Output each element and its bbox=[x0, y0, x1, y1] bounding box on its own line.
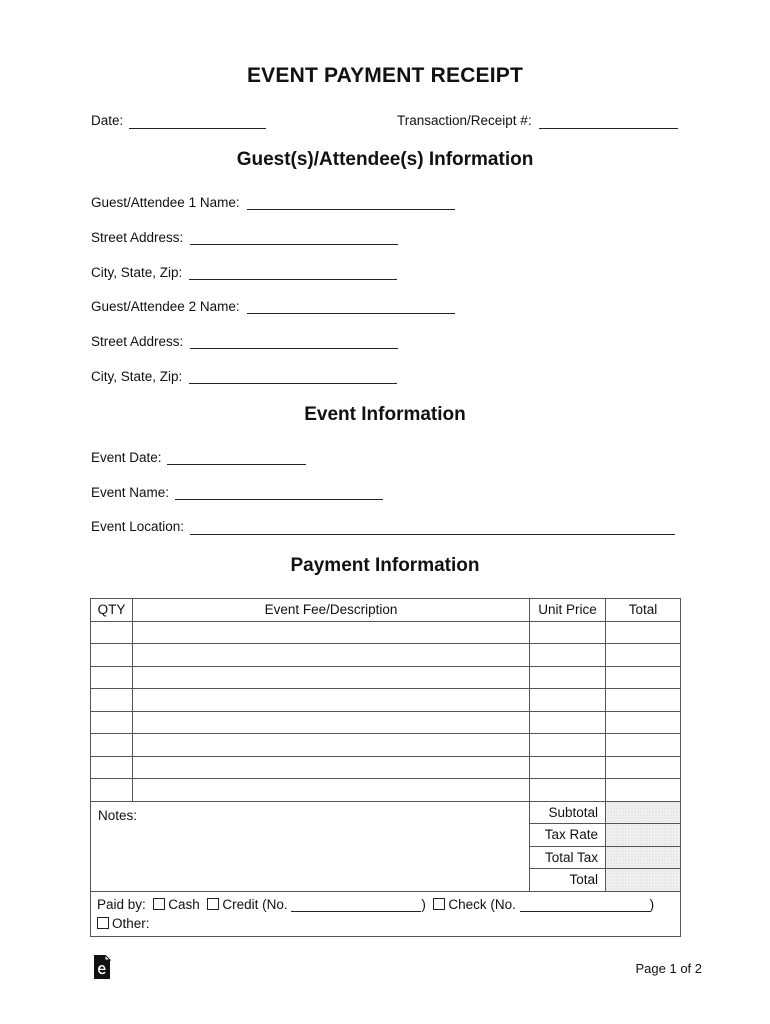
total-cell[interactable] bbox=[606, 689, 681, 712]
cash-label: Cash bbox=[168, 896, 200, 912]
event-date-field[interactable] bbox=[167, 463, 306, 465]
page-title: EVENT PAYMENT RECEIPT bbox=[246, 64, 524, 87]
total-tax-label: Total Tax bbox=[530, 846, 606, 869]
grand-total-value[interactable] bbox=[606, 869, 681, 892]
other-label: Other: bbox=[112, 915, 150, 931]
paid-by-label: Paid by: bbox=[97, 896, 146, 912]
qty-cell[interactable] bbox=[91, 644, 133, 667]
credit-number-field[interactable] bbox=[291, 898, 421, 912]
qty-cell[interactable] bbox=[91, 666, 133, 689]
check-label: Check (No. bbox=[448, 896, 516, 912]
description-cell[interactable] bbox=[133, 779, 530, 802]
qty-cell[interactable] bbox=[91, 621, 133, 644]
guest1-city-field[interactable] bbox=[189, 278, 397, 280]
description-cell[interactable] bbox=[133, 666, 530, 689]
page-number: Page 1 of 2 bbox=[635, 961, 702, 976]
paid-by-cell bbox=[91, 891, 681, 936]
guest1-city-label: City, State, Zip: bbox=[91, 265, 183, 280]
table-row bbox=[91, 621, 681, 644]
total-cell[interactable] bbox=[606, 644, 681, 667]
unit-price-cell[interactable] bbox=[530, 756, 606, 779]
tax-rate-value[interactable] bbox=[606, 824, 681, 847]
credit-close-paren: ) bbox=[421, 896, 426, 912]
qty-header: QTY bbox=[91, 599, 133, 622]
subtotal-value[interactable] bbox=[606, 801, 681, 824]
unit-price-cell[interactable] bbox=[530, 711, 606, 734]
table-row bbox=[91, 711, 681, 734]
description-header: Event Fee/Description bbox=[133, 599, 530, 622]
check-checkbox[interactable] bbox=[433, 898, 445, 910]
total-cell[interactable] bbox=[606, 711, 681, 734]
date-field[interactable] bbox=[129, 127, 266, 129]
guest1-name-field[interactable] bbox=[247, 208, 455, 210]
description-cell[interactable] bbox=[133, 621, 530, 644]
qty-cell[interactable] bbox=[91, 734, 133, 757]
date-label: Date: bbox=[91, 113, 124, 128]
other-checkbox[interactable] bbox=[97, 917, 109, 929]
qty-cell[interactable] bbox=[91, 689, 133, 712]
eforms-logo-icon bbox=[92, 955, 112, 979]
description-cell[interactable] bbox=[133, 711, 530, 734]
unit-price-cell[interactable] bbox=[530, 689, 606, 712]
description-cell[interactable] bbox=[133, 734, 530, 757]
total-cell[interactable] bbox=[606, 666, 681, 689]
guest2-name-field[interactable] bbox=[247, 312, 455, 314]
table-header-row bbox=[91, 599, 681, 622]
table-row bbox=[91, 756, 681, 779]
guest2-city-field[interactable] bbox=[189, 382, 397, 384]
payment-section-heading: Payment Information bbox=[290, 555, 480, 576]
check-number-field[interactable] bbox=[520, 898, 650, 912]
total-cell[interactable] bbox=[606, 734, 681, 757]
paid-by-row bbox=[91, 891, 681, 936]
transaction-field[interactable] bbox=[539, 127, 678, 129]
unit-price-cell[interactable] bbox=[530, 644, 606, 667]
table-row bbox=[91, 779, 681, 802]
qty-cell[interactable] bbox=[91, 711, 133, 734]
qty-cell[interactable] bbox=[91, 756, 133, 779]
unit-price-cell[interactable] bbox=[530, 734, 606, 757]
guest1-street-label: Street Address: bbox=[91, 230, 184, 245]
unit-price-cell[interactable] bbox=[530, 621, 606, 644]
table-row bbox=[91, 666, 681, 689]
check-close-paren: ) bbox=[649, 896, 655, 912]
event-date-label: Event Date: bbox=[91, 450, 162, 465]
grand-total-label: Total bbox=[530, 869, 606, 892]
event-name-field[interactable] bbox=[175, 498, 383, 500]
description-cell[interactable] bbox=[133, 644, 530, 667]
description-cell[interactable] bbox=[133, 756, 530, 779]
cash-checkbox[interactable] bbox=[153, 898, 165, 910]
total-tax-value[interactable] bbox=[606, 846, 681, 869]
guest1-name-label: Guest/Attendee 1 Name: bbox=[91, 195, 240, 210]
guest2-name-label: Guest/Attendee 2 Name: bbox=[91, 299, 240, 314]
subtotal-row bbox=[91, 801, 681, 824]
description-cell[interactable] bbox=[133, 689, 530, 712]
unit-price-header: Unit Price bbox=[530, 599, 606, 622]
guest2-street-field[interactable] bbox=[190, 347, 398, 349]
transaction-label: Transaction/Receipt #: bbox=[397, 113, 532, 128]
unit-price-cell[interactable] bbox=[530, 666, 606, 689]
qty-cell[interactable] bbox=[91, 779, 133, 802]
table-row bbox=[91, 689, 681, 712]
subtotal-label: Subtotal bbox=[530, 801, 606, 824]
guest2-city-label: City, State, Zip: bbox=[91, 369, 183, 384]
total-cell[interactable] bbox=[606, 756, 681, 779]
payment-table bbox=[90, 598, 681, 937]
event-location-field[interactable] bbox=[190, 533, 675, 535]
table-row bbox=[91, 734, 681, 757]
guest-section-heading: Guest(s)/Attendee(s) Information bbox=[236, 149, 534, 170]
notes-cell[interactable] bbox=[91, 801, 530, 891]
tax-rate-label: Tax Rate bbox=[530, 824, 606, 847]
guest2-street-label: Street Address: bbox=[91, 334, 184, 349]
credit-checkbox[interactable] bbox=[207, 898, 219, 910]
credit-label: Credit (No. bbox=[222, 896, 288, 912]
total-cell[interactable] bbox=[606, 779, 681, 802]
total-header: Total bbox=[606, 599, 681, 622]
event-section-heading: Event Information bbox=[304, 404, 466, 425]
guest1-street-field[interactable] bbox=[190, 243, 398, 245]
total-cell[interactable] bbox=[606, 621, 681, 644]
event-location-label: Event Location: bbox=[91, 519, 185, 534]
notes-label: Notes: bbox=[98, 807, 138, 823]
table-row bbox=[91, 644, 681, 667]
unit-price-cell[interactable] bbox=[530, 779, 606, 802]
event-name-label: Event Name: bbox=[91, 485, 170, 500]
